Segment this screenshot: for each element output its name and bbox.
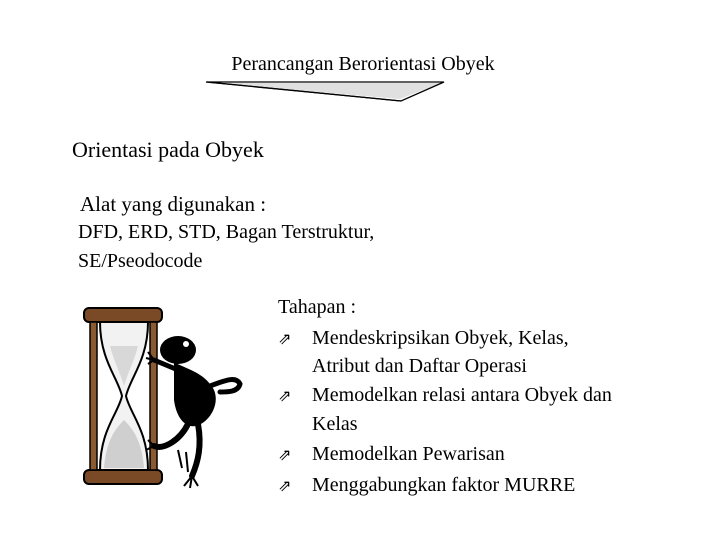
step-text: Mendeskripsikan Obyek, Kelas, bbox=[312, 327, 569, 349]
step-item bbox=[278, 382, 708, 409]
subtitle: Orientasi pada Obyek bbox=[72, 137, 264, 162]
step-text: Kelas bbox=[312, 413, 358, 435]
step-item bbox=[278, 441, 708, 468]
arrow-bullet-icon: ⇗ bbox=[278, 445, 292, 464]
title-underline-swoosh bbox=[205, 80, 455, 104]
step-text: Atribut dan Daftar Operasi bbox=[312, 355, 527, 377]
step-item bbox=[278, 472, 708, 499]
step-text: Memodelkan relasi antara Obyek dan bbox=[312, 384, 612, 406]
steps-heading: Tahapan : bbox=[278, 296, 357, 318]
arrow-bullet-icon: ⇗ bbox=[278, 476, 292, 495]
tools-heading: Alat yang digunakan : bbox=[80, 192, 267, 216]
hourglass-pushing-figure-icon bbox=[70, 300, 250, 500]
slide-title: Perancangan Berorientasi Obyek bbox=[231, 53, 495, 75]
arrow-bullet-icon: ⇗ bbox=[278, 329, 292, 348]
step-text: Memodelkan Pewarisan bbox=[312, 443, 505, 465]
step-item bbox=[278, 325, 708, 352]
tools-list-line: DFD, ERD, STD, Bagan Terstruktur, bbox=[78, 221, 375, 243]
tools-list-line: SE/Pseodocode bbox=[78, 250, 203, 272]
step-text: Menggabungkan faktor MURRE bbox=[312, 474, 576, 496]
arrow-bullet-icon: ⇗ bbox=[278, 386, 292, 405]
